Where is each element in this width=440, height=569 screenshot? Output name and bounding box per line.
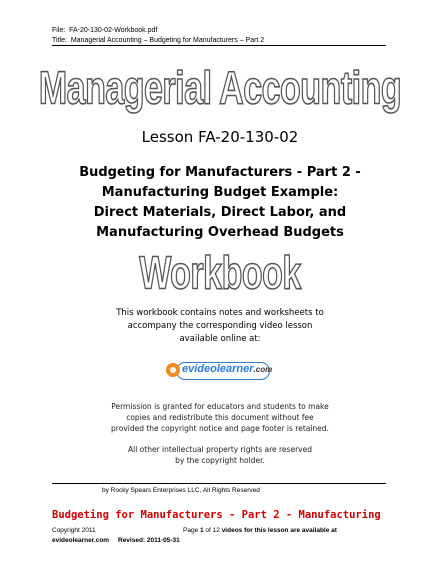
footer-site[interactable]: evideolearner.com bbox=[52, 537, 110, 544]
footer-divider bbox=[52, 483, 386, 484]
lesson-number: Lesson FA-20-130-02 bbox=[141, 128, 299, 146]
rights-line: All other intellectual property rights are reserved bbox=[128, 445, 312, 454]
rights-line: by the copyright holder. bbox=[175, 456, 265, 465]
doc-title: Managerial Accounting – Budgeting for Manufacturers – Part 2 bbox=[70, 37, 265, 44]
intro-text bbox=[0, 307, 440, 346]
rights-notice bbox=[0, 444, 440, 466]
workbook-title: Workbook bbox=[139, 248, 301, 300]
page-number: 1 bbox=[200, 527, 204, 534]
title-label: Title: bbox=[52, 37, 67, 44]
logo-text bbox=[182, 363, 272, 375]
intro-line: accompany the corresponding video lesson bbox=[127, 321, 313, 331]
main-title: Managerial Accounting bbox=[38, 63, 402, 115]
evideolearner-logo[interactable] bbox=[164, 360, 274, 382]
subtitle bbox=[0, 163, 440, 243]
file-line bbox=[52, 27, 157, 34]
permission-line: provided the copyright notice and page footer is retained. bbox=[111, 424, 329, 433]
footer-headline: Budgeting for Manufacturers - Part 2 - Manufacturing bbox=[52, 509, 381, 521]
title-line bbox=[52, 37, 264, 44]
footer-copyright: Copyright 2011 bbox=[52, 527, 96, 534]
file-label: File: bbox=[52, 27, 66, 34]
file-name: FA-20-130-02-Workbook.pdf bbox=[69, 27, 158, 34]
footer-page-info bbox=[183, 527, 337, 534]
footer-owner: by Rocky Spears Enterprises LLC, All Rights Reserved bbox=[102, 487, 260, 494]
page-total: of 12 bbox=[203, 527, 220, 534]
intro-line: available online at: bbox=[179, 334, 261, 344]
footer-revised: Revised: 2011-05-31 bbox=[118, 537, 180, 544]
subtitle-line: Manufacturing Budget Example: bbox=[101, 185, 339, 200]
permission-line: Permission is granted for educators and students to make bbox=[111, 402, 329, 411]
permission-line: copies and redistribute this document without fee bbox=[126, 413, 314, 422]
permission-notice bbox=[0, 401, 440, 434]
header-divider bbox=[52, 45, 386, 46]
page-prefix: Page bbox=[183, 527, 200, 534]
intro-line: This workbook contains notes and worksheets to bbox=[116, 308, 324, 318]
logo-dot-icon bbox=[170, 367, 176, 373]
subtitle-line: Manufacturing Overhead Budgets bbox=[96, 225, 344, 240]
logo-brand: evideolearner bbox=[182, 363, 254, 375]
availability-text: videos for this lesson are available at bbox=[219, 527, 337, 534]
subtitle-line: Budgeting for Manufacturers - Part 2 - bbox=[79, 165, 361, 180]
logo-suffix: .com bbox=[253, 365, 273, 374]
subtitle-line: Direct Materials, Direct Labor, and bbox=[93, 205, 347, 220]
